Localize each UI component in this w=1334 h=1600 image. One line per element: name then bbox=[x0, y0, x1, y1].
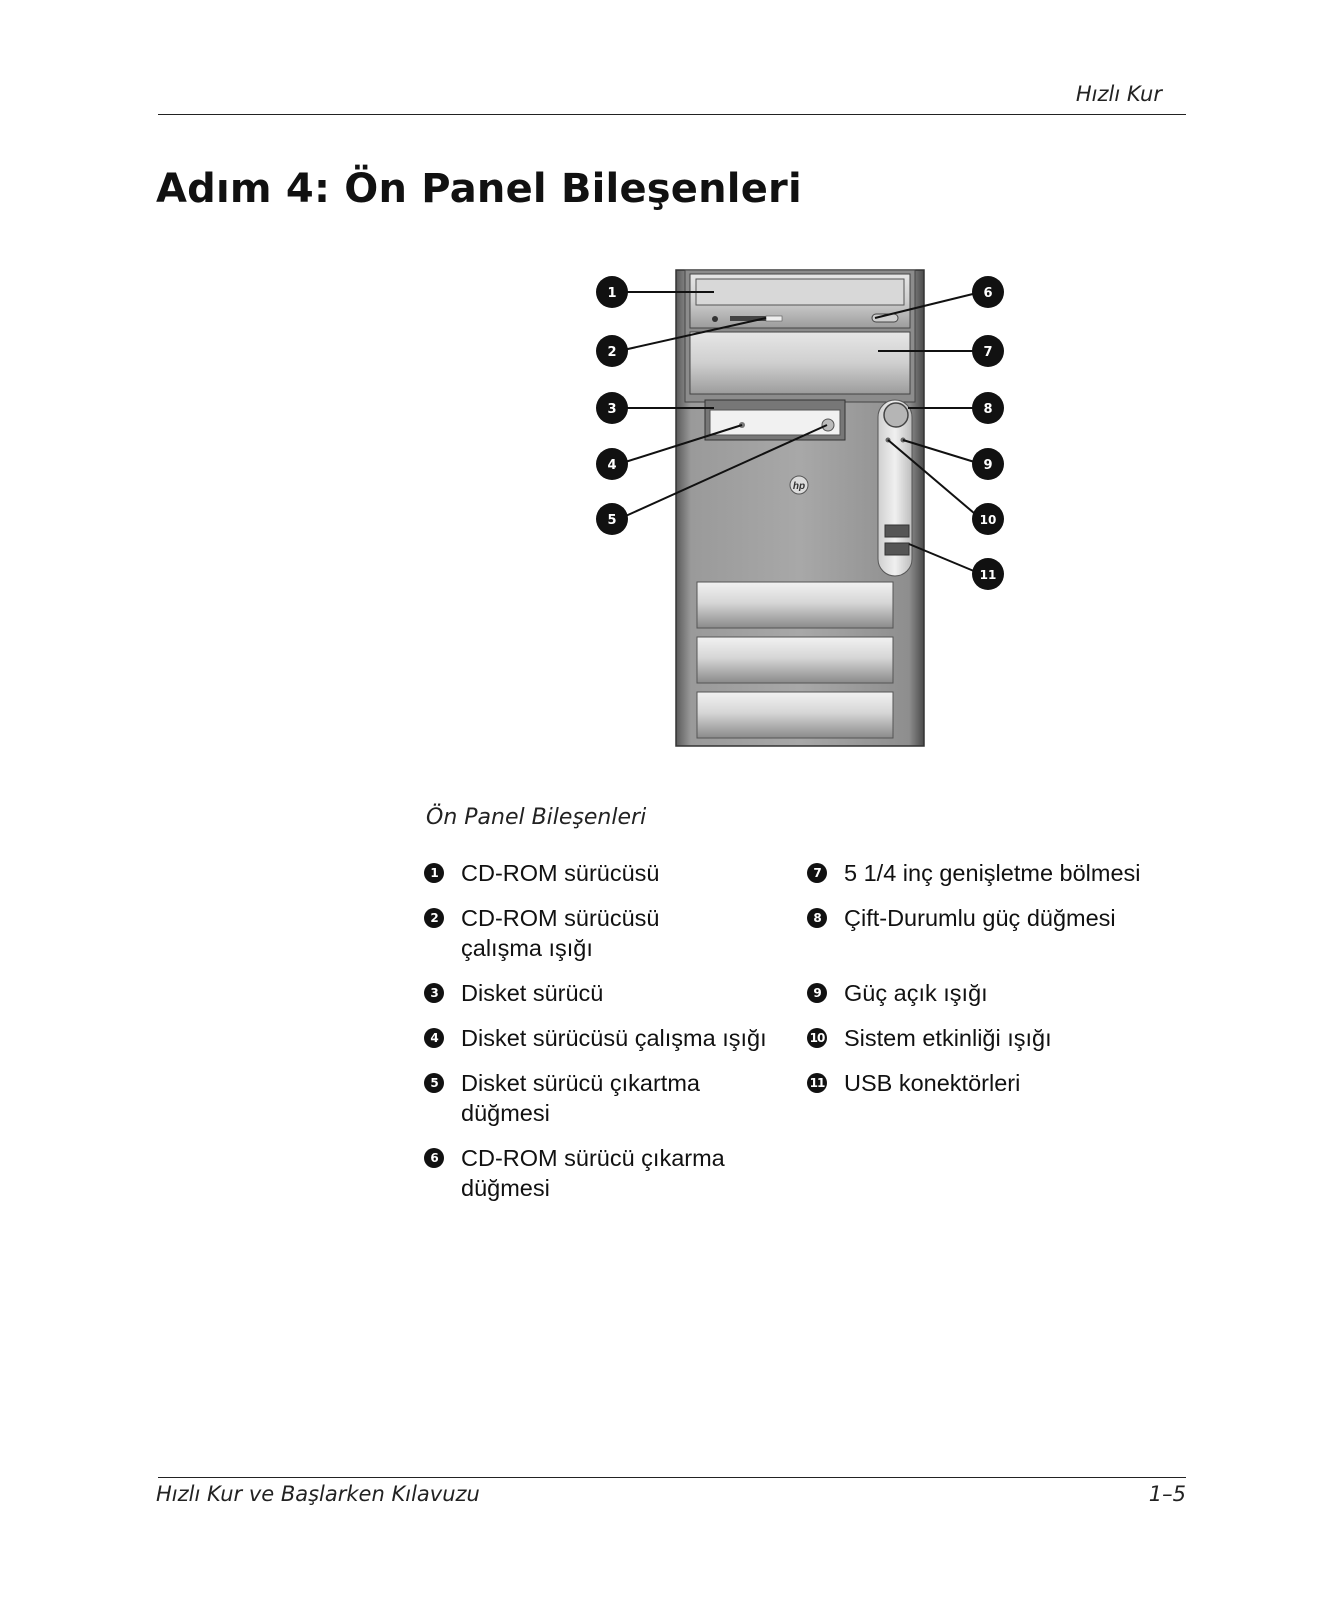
legend-label: 5 1/4 inç genişletme bölmesi bbox=[844, 860, 1141, 886]
callout-7: 7 bbox=[983, 345, 993, 360]
legend-item bbox=[424, 1023, 804, 1053]
page-title: Adım 4: Ön Panel Bileşenleri bbox=[156, 166, 802, 212]
legend-number: 6 bbox=[424, 1148, 444, 1168]
legend-item bbox=[807, 1068, 1182, 1098]
callout-9: 9 bbox=[983, 458, 993, 473]
footer-title: Hızlı Kur ve Başlarken Kılavuzu bbox=[156, 1482, 480, 1506]
cdrom-activity-light bbox=[766, 316, 782, 321]
legend-label: Disket sürücüsü çalışma ışığı bbox=[461, 1025, 767, 1051]
legend-list bbox=[424, 858, 1184, 1208]
callout-2: 2 bbox=[607, 345, 617, 360]
cdrom-drive bbox=[690, 274, 910, 328]
usb-connector-icon bbox=[885, 543, 909, 555]
diskette-drive bbox=[705, 400, 845, 440]
legend-item bbox=[807, 858, 1182, 888]
legend-number: 7 bbox=[807, 863, 827, 883]
legend-number: 3 bbox=[424, 983, 444, 1003]
headphone-jack-icon bbox=[712, 316, 718, 322]
callout-8: 8 bbox=[983, 402, 993, 417]
legend-item bbox=[424, 903, 674, 963]
legend-label: Çift-Durumlu güç düğmesi bbox=[844, 905, 1116, 931]
legend-number: 8 bbox=[807, 908, 827, 928]
header-rule bbox=[158, 114, 1186, 115]
callout-4: 4 bbox=[607, 458, 617, 473]
front-panel-figure bbox=[590, 262, 1030, 772]
legend-label: Disket sürücü çıkartma düğmesi bbox=[461, 1070, 700, 1126]
legend-number: 2 bbox=[424, 908, 444, 928]
legend-item bbox=[807, 1023, 1182, 1053]
legend-label: Disket sürücü bbox=[461, 980, 604, 1006]
callout-3: 3 bbox=[607, 402, 617, 417]
callout-1: 1 bbox=[607, 286, 617, 301]
diskette-eject-button[interactable] bbox=[822, 419, 834, 431]
legend-number: 5 bbox=[424, 1073, 444, 1093]
legend-item bbox=[424, 1068, 754, 1128]
legend-item bbox=[424, 978, 784, 1008]
page-number: 1–5 bbox=[1148, 1482, 1186, 1506]
legend-number: 9 bbox=[807, 983, 827, 1003]
legend-number: 1 bbox=[424, 863, 444, 883]
legend-item bbox=[424, 858, 784, 888]
figure-caption: Ön Panel Bileşenleri bbox=[426, 805, 647, 830]
legend-item bbox=[807, 978, 1182, 1008]
legend-item bbox=[807, 903, 1182, 933]
expansion-bay bbox=[690, 332, 910, 394]
hp-logo-text: hp bbox=[792, 481, 806, 492]
power-button[interactable] bbox=[884, 403, 908, 427]
front-slats bbox=[697, 582, 893, 738]
computer-tower-illustration bbox=[590, 262, 1030, 772]
header-title: Hızlı Kur bbox=[1075, 82, 1162, 106]
legend-label: Sistem etkinliği ışığı bbox=[844, 1025, 1052, 1051]
legend-number: 11 bbox=[807, 1073, 827, 1093]
power-strip bbox=[878, 400, 912, 576]
hp-logo bbox=[790, 476, 808, 494]
callout-6: 6 bbox=[983, 286, 993, 301]
legend-label: CD-ROM sürücüsü bbox=[461, 860, 660, 886]
footer-rule bbox=[158, 1477, 1186, 1478]
callout-11: 11 bbox=[979, 568, 997, 582]
callout-10: 10 bbox=[979, 513, 997, 527]
usb-connector-icon bbox=[885, 525, 909, 537]
legend-label: Güç açık ışığı bbox=[844, 980, 988, 1006]
legend-number: 10 bbox=[807, 1028, 827, 1048]
legend-label: CD-ROM sürücüsü çalışma ışığı bbox=[461, 905, 660, 961]
legend-label: CD-ROM sürücü çıkarma düğmesi bbox=[461, 1145, 725, 1201]
callout-5: 5 bbox=[607, 513, 617, 528]
legend-item bbox=[424, 1143, 754, 1203]
legend-label: USB konektörleri bbox=[844, 1070, 1021, 1096]
legend-number: 4 bbox=[424, 1028, 444, 1048]
